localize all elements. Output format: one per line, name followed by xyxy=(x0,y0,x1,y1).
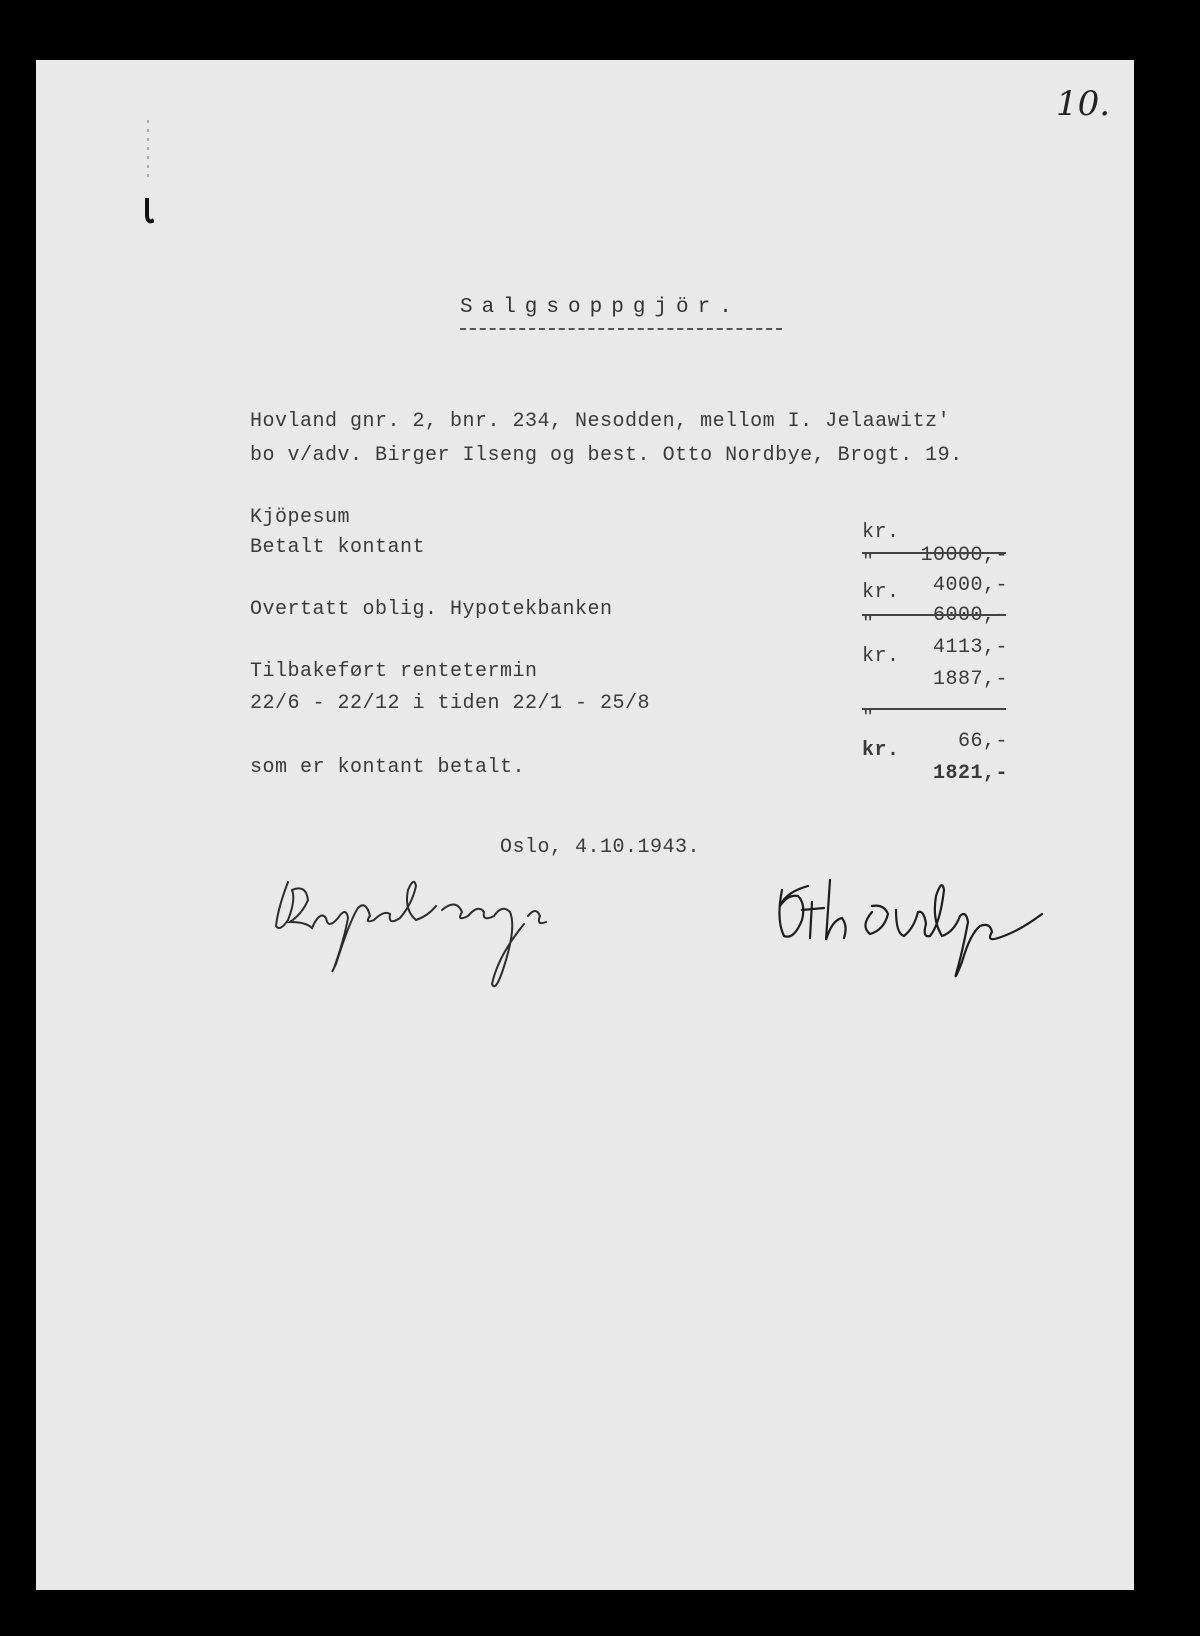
punch-mark xyxy=(144,120,154,230)
signature-left xyxy=(266,860,596,1010)
ledger-prefix: kr. xyxy=(862,581,900,604)
ledger-label: Overtatt oblig. Hypotekbanken xyxy=(250,598,613,621)
intro-line-1: Hovland gnr. 2, bnr. 234, Nesodden, mellom I. Jelaawitz' xyxy=(250,410,951,433)
document-page xyxy=(36,60,1134,1590)
ledger-label: 22/6 - 22/12 i tiden 22/1 - 25/8 xyxy=(250,692,651,715)
subtotal-rule xyxy=(862,708,1006,710)
title-underline xyxy=(460,328,782,330)
ledger-amount: 6000,- xyxy=(932,604,1008,627)
ledger-amount: 1887,- xyxy=(932,668,1008,691)
ledger-label: Kjöpesum xyxy=(250,506,351,529)
ledger-amount: 4000,- xyxy=(932,574,1008,597)
ledger-prefix: kr. xyxy=(862,521,900,544)
ledger-total-row xyxy=(36,716,1134,808)
ledger-prefix: " xyxy=(862,551,875,574)
ledger-amount: 4113,- xyxy=(932,636,1008,659)
ledger-amount: 66,- xyxy=(957,730,1008,753)
ledger-label: Betalt kontant xyxy=(250,536,426,559)
closing-text: som er kontant betalt. xyxy=(250,756,526,779)
ledger-total: 1821,- xyxy=(932,762,1008,785)
signature-right xyxy=(772,850,1072,990)
page-number: 10. xyxy=(1056,84,1111,124)
ledger-prefix: kr. xyxy=(862,645,900,668)
place-date: Oslo, 4.10.1943. xyxy=(500,836,701,859)
ledger-amount: 10000,- xyxy=(920,544,1008,567)
intro-line-2: bo v/adv. Birger Ilseng og best. Otto Nordbye, Brogt. 19. xyxy=(250,444,963,467)
subtotal-rule xyxy=(862,614,1006,616)
subtotal-rule xyxy=(862,552,1006,554)
ledger-label: Tilbakeført rentetermin xyxy=(250,660,538,683)
ledger-prefix: " xyxy=(862,707,875,730)
page-title: Salgsoppgjör. xyxy=(460,296,741,319)
ledger-prefix: " xyxy=(862,613,875,636)
ledger-prefix: kr. xyxy=(862,739,900,762)
